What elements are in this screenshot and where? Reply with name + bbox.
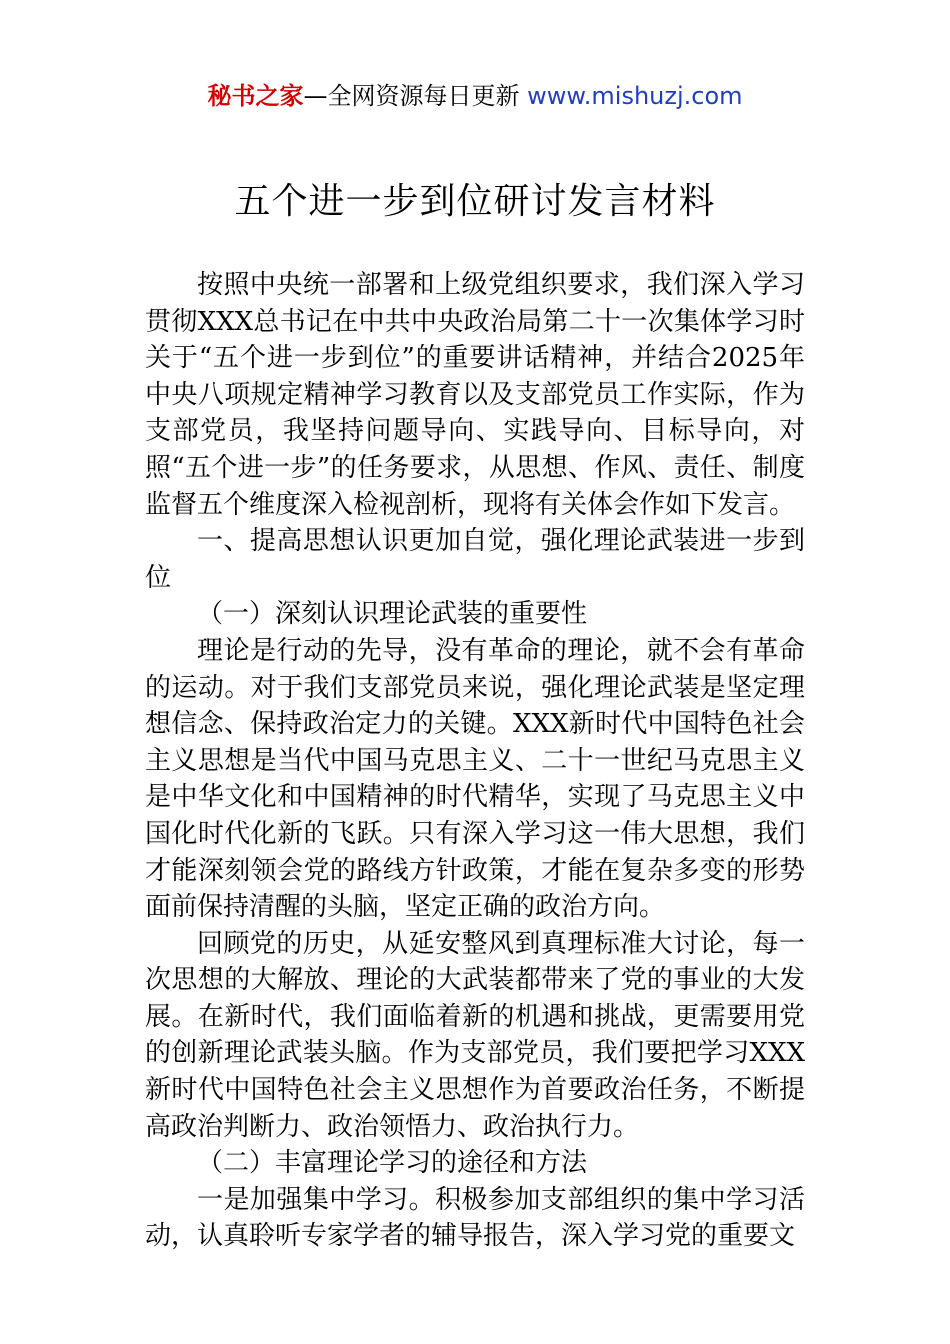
paragraph-history: 回顾党的历史，从延安整风到真理标准大讨论，每一次思想的大解放、理论的大武装都带来了党的事业的大发展。在新时代，我们面临着新的机遇和挑战，更需要用党的创新理论武装头脑。作为支部党员，我们要把学习XXX新时代中国特色社会主义思想作为首要政治任务，不断提高政治判断力、政治领悟力、政治执行力。 xyxy=(145,928,805,1142)
paragraph-theory: 理论是行动的先导，没有革命的理论，就不会有革命的运动。对于我们支部党员来说，强化理论武装是坚定理想信念、保持政治定力的关键。XXX新时代中国特色社会主义思想是当代中国马克思主义、二十一世纪马克思主义是中华文化和中国精神的时代精华，实现了马克思主义中国化时代化新的飞跃。只有深入学习这一伟大思想，我们才能深刻领会党的路线方针政策，才能在复杂多变的形势面前保持清醒的头脑，坚定正确的政治方向。 xyxy=(145,635,805,923)
site-tagline: —全网资源每日更新 xyxy=(303,82,528,110)
section-heading-1: 一、提高思想认识更加自觉，强化理论武装进一步到位 xyxy=(145,526,805,593)
document-body xyxy=(145,267,805,1255)
site-header xyxy=(0,80,950,112)
document-title: 五个进一步到位研讨发言材料 xyxy=(234,181,716,222)
paragraph-intro: 按照中央统一部署和上级党组织要求，我们深入学习贯彻XXX总书记在中共中央政治局第二十一次集体学习时关于“五个进一步到位”的重要讲话精神，并结合2025年中央八项规定精神学习教育以及支部党员工作实际，作为支部党员，我坚持问题导向、实践导向、目标导向，对照“五个进一步”的任务要求，从思想、作风、责任、制度监督五个维度深入检视剖析，现将有关体会作如下发言。 xyxy=(145,270,805,520)
site-brand: 秘书之家 xyxy=(207,82,304,110)
site-url-link[interactable]: www.mishuzj.com xyxy=(527,82,743,110)
subsection-heading-1-2: （二）丰富理论学习的途径和方法 xyxy=(197,1148,588,1179)
subsection-heading-1-1: （一）深刻认识理论武装的重要性 xyxy=(197,599,588,630)
paragraph-study-method: 一是加强集中学习。积极参加支部组织的集中学习活动，认真聆听专家学者的辅导报告，深入学习党的重要文 xyxy=(145,1184,805,1252)
